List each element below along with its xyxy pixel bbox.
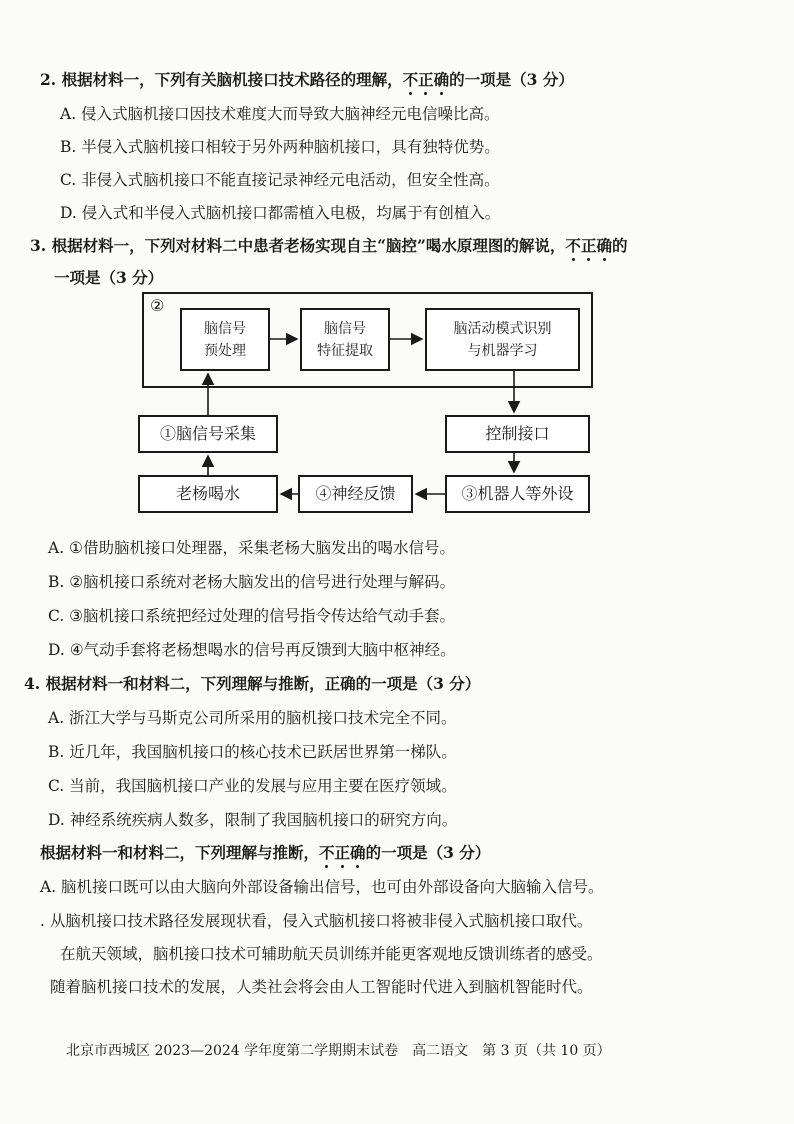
preprocess-line1: 脑信号 xyxy=(204,320,246,337)
q2-option-d: D. 侵入式和半侵入式脑机接口都需植入电极，均属于有创植入。 xyxy=(60,204,501,222)
q3-stem: 3. 根据材料一，下列对材料二中患者老杨实现自主“脑控”喝水原理图的解说，不正确的 xyxy=(30,236,628,255)
q4-option-a: A. 浙江大学与马斯克公司所采用的脑机接口技术完全不同。 xyxy=(48,709,457,727)
emphasis-char: 正 xyxy=(418,70,434,89)
feedback-box: ④神经反馈 xyxy=(298,475,413,513)
q2-option-c: C. 非侵入式脑机接口不能直接记录神经元电活动，但安全性高。 xyxy=(60,171,500,189)
q2-stem: 2. 根据材料一，下列有关脑机接口技术路径的理解，不正确的一项是（3 分） xyxy=(40,70,574,89)
emphasis-char: 确 xyxy=(433,70,450,89)
emphasis-char: 正 xyxy=(580,236,597,255)
q3-option-a: A. ①借助脑机接口处理器，采集老杨大脑发出的喝水信号。 xyxy=(48,539,455,557)
ml-line1: 脑活动模式识别 xyxy=(453,320,552,337)
emphasis-char: 确 xyxy=(350,843,366,862)
q3-option-d: D. ④气动手套将老杨想喝水的信号再反馈到大脑中枢神经。 xyxy=(48,641,456,659)
drink-box: 老杨喝水 xyxy=(138,475,278,513)
ml-line2: 与机器学习 xyxy=(467,342,538,359)
q5-option-b: . 从脑机接口技术路径发展现状看，侵入式脑机接口将被非侵入式脑机接口取代。 xyxy=(40,912,593,930)
q2-option-a: A. 侵入式脑机接口因技术难度大而导致大脑神经元电信噪比高。 xyxy=(60,105,500,123)
feature-line1: 脑信号 xyxy=(324,320,366,337)
q4-stem: 4. 根据材料一和材料二，下列理解与推断，正确的一项是（3 分） xyxy=(24,674,481,693)
emphasis-char: 正 xyxy=(334,843,351,862)
q4-option-c: C. 当前，我国脑机接口产业的发展与应用主要在医疗领域。 xyxy=(48,777,457,795)
emphasis-char: 确 xyxy=(596,236,612,255)
collect-box: ①脑信号采集 xyxy=(138,415,278,453)
q4-option-d: D. 神经系统疾病人数多，限制了我国脑机接口的研究方向。 xyxy=(48,811,458,829)
page-footer: 北京市西城区 2023—2024 学年度第二学期期末试卷 高二语文 第 3 页（共 10 页） xyxy=(66,1043,611,1059)
emphasis-char: 不 xyxy=(319,843,335,862)
frame-label: ② xyxy=(150,296,165,315)
robot-box: ③机器人等外设 xyxy=(445,475,590,513)
preprocess-line2: 预处理 xyxy=(204,342,246,359)
control-box: 控制接口 xyxy=(445,415,590,453)
q5-option-a: A. 脑机接口既可以由大脑向外部设备输出信号，也可由外部设备向大脑输入信号。 xyxy=(40,878,604,896)
emphasis-char: 不 xyxy=(402,70,419,89)
q5-option-d: 随着脑机接口技术的发展，人类社会将会由人工智能时代进入到脑机智能时代。 xyxy=(50,978,593,996)
emphasis-char: 不 xyxy=(565,236,581,255)
q2-option-b: B. 半侵入式脑机接口相较于另外两种脑机接口，具有独特优势。 xyxy=(60,138,500,156)
q5-option-c: 在航天领域，脑机接口技术可辅助航天员训练并能更客观地反馈训练者的感受。 xyxy=(60,945,603,963)
q3-option-b: B. ②脑机接口系统对老杨大脑发出的信号进行处理与解码。 xyxy=(48,573,456,591)
q3-option-c: C. ③脑机接口系统把经过处理的信号指令传达给气动手套。 xyxy=(48,607,456,625)
feature-line2: 特征提取 xyxy=(317,342,373,359)
q5-stem: 根据材料一和材料二，下列理解与推断，不正确的一项是（3 分） xyxy=(40,843,491,862)
q3-stem-line2: 一项是（3 分） xyxy=(54,268,164,287)
q4-option-b: B. 近几年，我国脑机接口的核心技术已跃居世界第一梯队。 xyxy=(48,743,457,761)
